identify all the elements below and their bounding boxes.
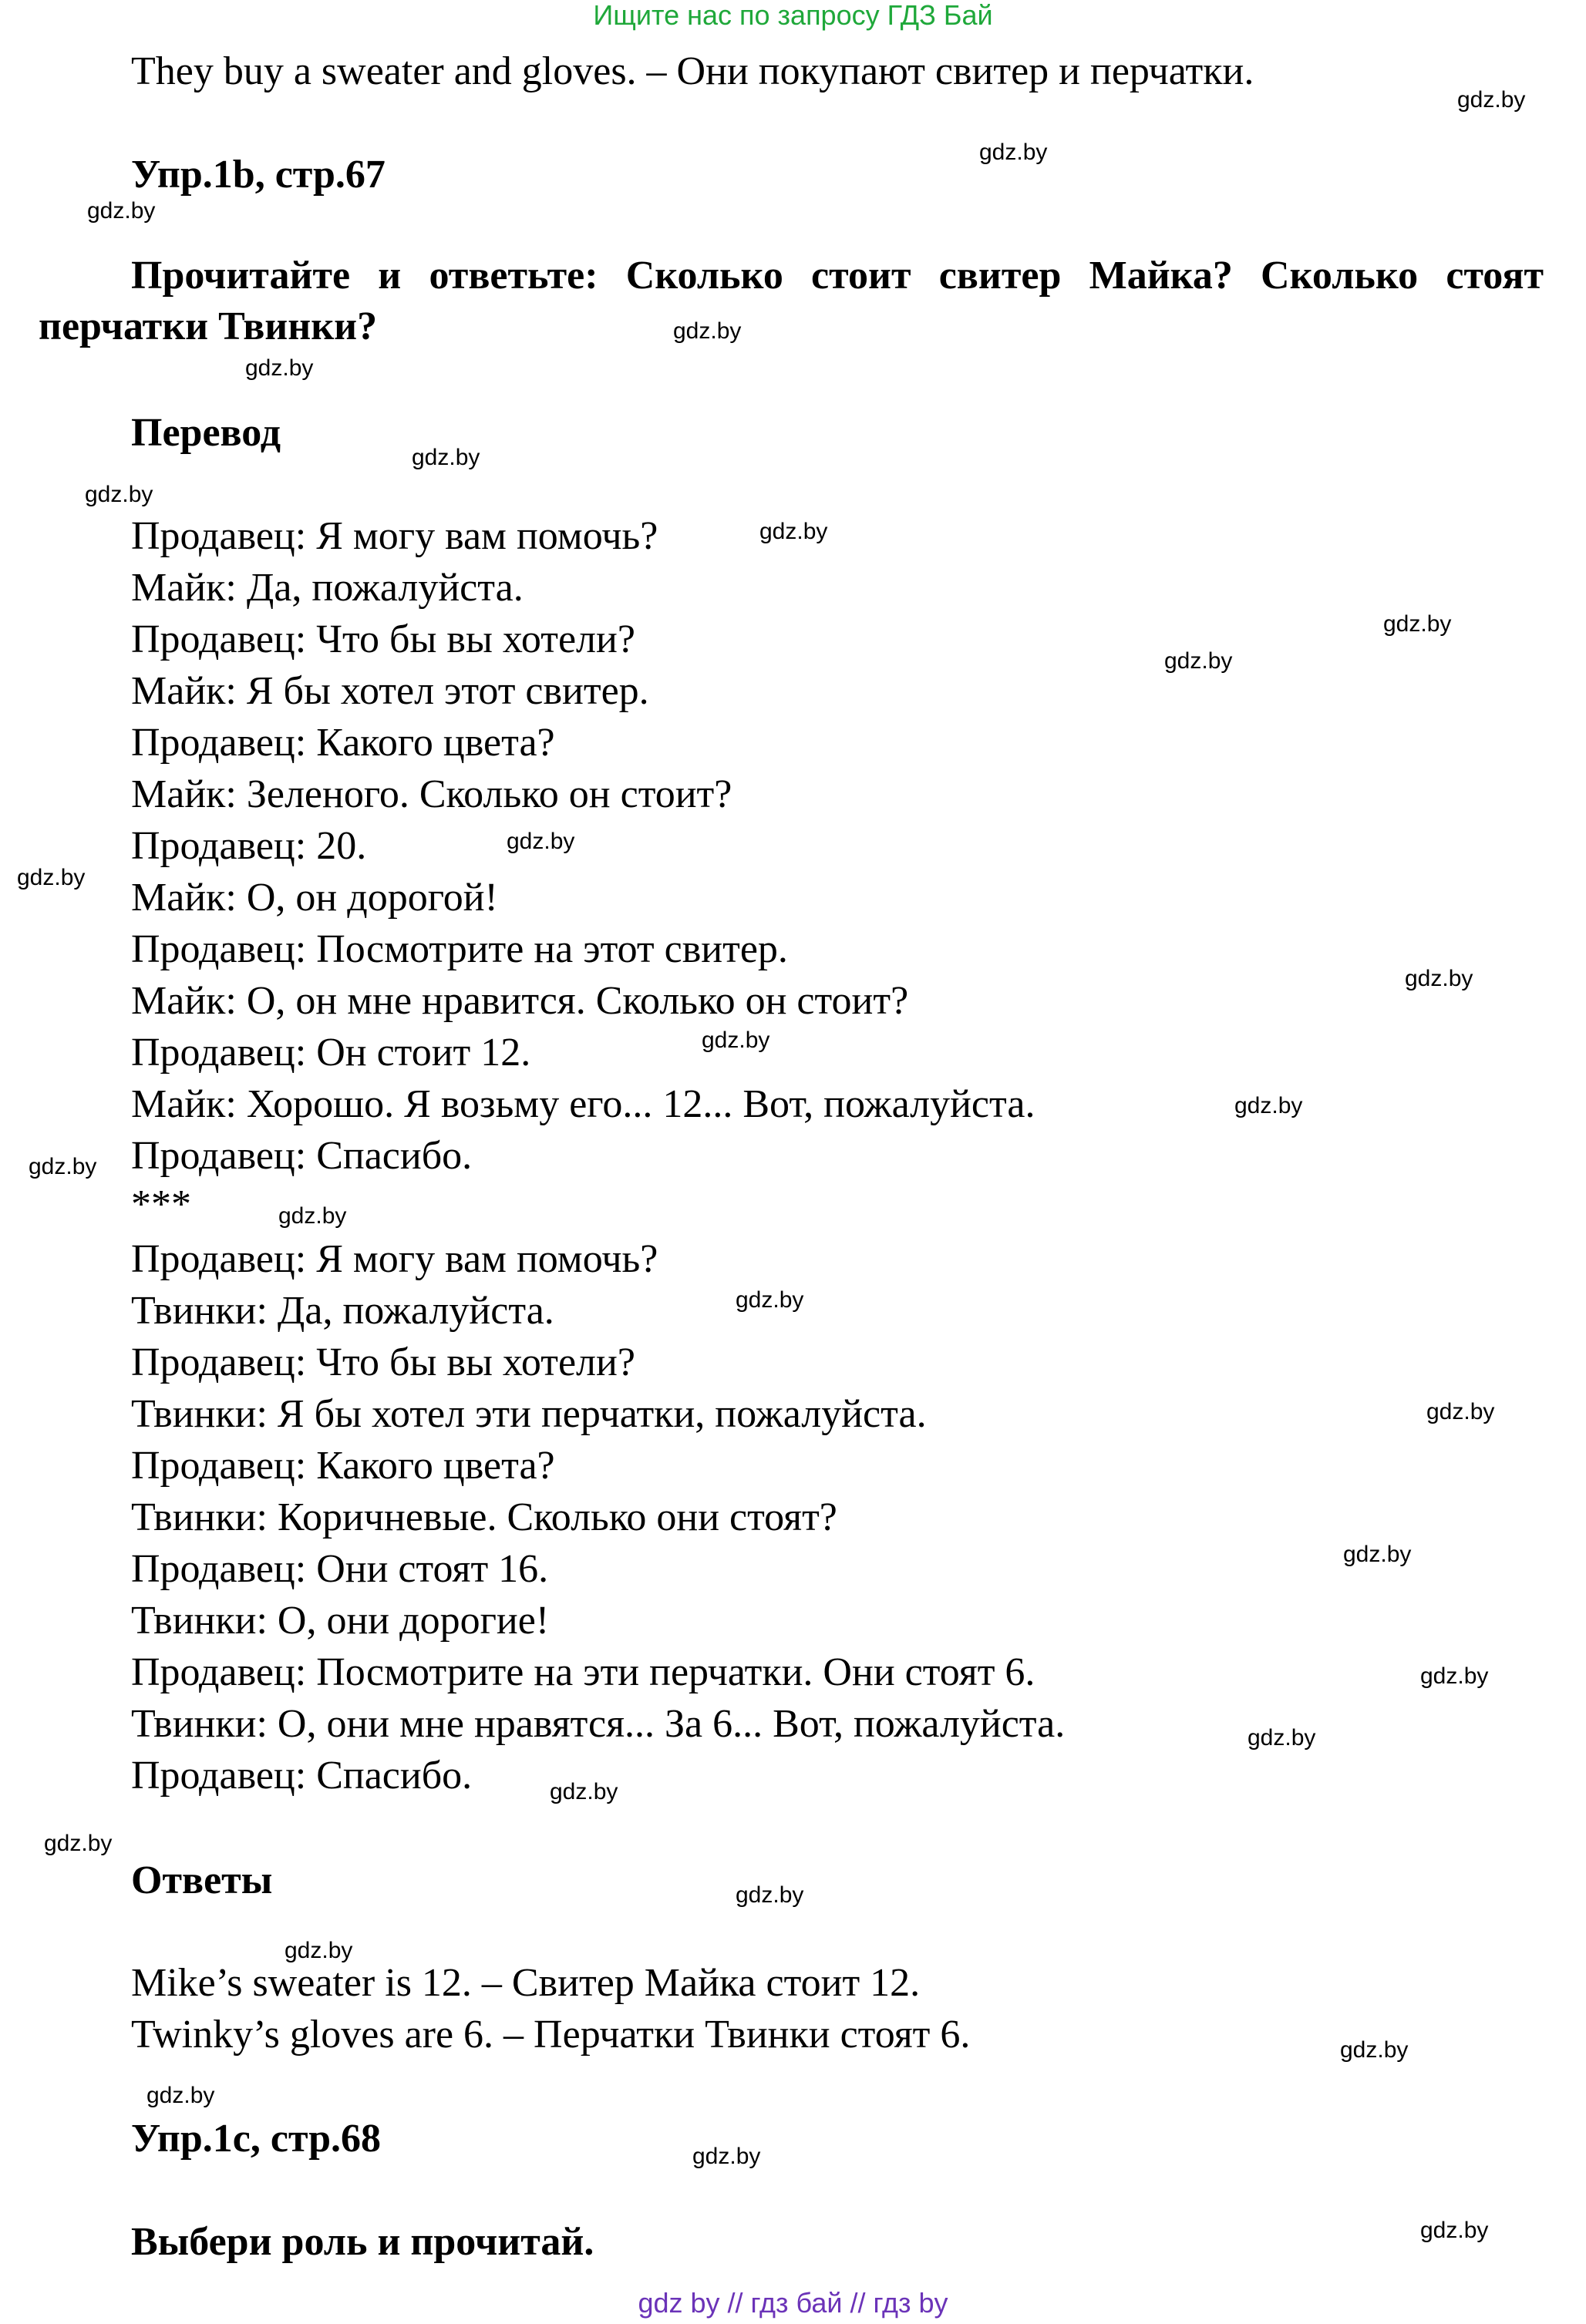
exercise-1b-question: Прочитайте и ответьте: Сколько стоит свитер Майка? Сколько стоят перчатки Твинки? [39,254,1544,348]
dialogue-1-line: Продавец: Я могу вам помочь? [131,514,658,558]
watermark: gdz.by [1383,611,1452,637]
watermark: gdz.by [29,1154,97,1179]
watermark: gdz.by [550,1779,618,1804]
watermark: gdz.by [44,1831,113,1856]
dialogue-1-line: Продавец: Посмотрите на этот свитер. [131,927,788,971]
watermark: gdz.by [673,318,742,344]
watermark: gdz.by [1457,87,1526,113]
intro-line: They buy a sweater and gloves. – Они покупают свитер и перчатки. [131,49,1254,93]
dialogue-2-line: Продавец: Какого цвета? [131,1444,555,1488]
answer-line: Twinky’s gloves are 6. – Перчатки Твинки стоят 6. [131,2013,971,2057]
answer-line: Mike’s sweater is 12. – Свитер Майка стоит 12. [131,1961,921,2005]
watermark: gdz.by [759,519,828,544]
watermark: gdz.by [979,140,1048,165]
dialogue-1-line: Майк: Зеленого. Сколько он стоит? [131,772,732,816]
dialogue-2-line: Продавец: Что бы вы хотели? [131,1340,635,1384]
watermark: gdz.by [245,355,314,381]
exercise-1c-title: Упр.1c, стр.68 [131,2117,382,2161]
watermark: gdz.by [146,2083,215,2108]
answers-heading: Ответы [131,1858,273,1902]
watermark: gdz.by [1164,648,1233,674]
dialogue-1-line: Майк: О, он мне нравится. Сколько он стоит? [131,979,909,1023]
dialogue-2-line: Продавец: Спасибо. [131,1754,473,1798]
watermark: gdz.by [1405,966,1473,991]
dialogue-1-line: Продавец: 20. [131,824,367,868]
dialogue-1-line: Майк: Да, пожалуйста. [131,566,524,610]
dialogue-2-line: Твинки: Да, пожалуйста. [131,1289,554,1333]
watermark: gdz.by [702,1027,770,1053]
dialogue-1-line: Майк: О, он дорогой! [131,876,498,920]
watermark: gdz.by [736,1882,804,1908]
watermark: gdz.by [1426,1399,1495,1424]
watermark: gdz.by [1234,1093,1303,1118]
watermark: gdz.by [285,1938,353,1963]
translation-heading: Перевод [131,411,281,455]
dialogue-1-line: Продавец: Какого цвета? [131,721,555,765]
exercise-1b-title: Упр.1b, стр.67 [131,153,386,197]
dialogue-2-line: Продавец: Я могу вам помочь? [131,1237,658,1281]
watermark: gdz.by [412,445,480,470]
watermark: gdz.by [17,865,86,890]
dialogue-2-line: Твинки: О, они мне нравятся... За 6... Вот, пожалуйста. [131,1702,1066,1746]
watermark: gdz.by [736,1287,804,1313]
dialogue-1-line: Продавец: Спасибо. [131,1134,473,1178]
dialogue-1-line: Продавец: Что бы вы хотели? [131,617,635,661]
dialogue-1-line: Майк: Я бы хотел этот свитер. [131,669,649,713]
dialogue-2-line: Продавец: Они стоят 16. [131,1547,549,1591]
watermark: gdz.by [1343,1542,1412,1567]
dialogue-separator: *** [131,1182,191,1226]
watermark: gdz.by [85,482,153,507]
watermark: gdz.by [1340,2037,1409,2063]
dialogue-1-line: Майк: Хорошо. Я возьму его... 12... Вот, пожалуйста. [131,1082,1035,1126]
watermark: gdz.by [1248,1725,1316,1751]
dialogue-2-line: Твинки: О, они дорогие! [131,1599,550,1643]
dialogue-2-line: Продавец: Посмотрите на эти перчатки. Они стоят 6. [131,1650,1035,1694]
watermark: gdz.by [278,1203,347,1229]
watermark: gdz.by [507,829,575,854]
dialogue-1-line: Продавец: Он стоит 12. [131,1031,531,1075]
watermark: gdz.by [87,198,156,224]
dialogue-2-line: Твинки: Я бы хотел эти перчатки, пожалуйста. [131,1392,927,1436]
exercise-1c-instruction: Выбери роль и прочитай. [131,2220,594,2264]
watermark: gdz.by [1420,1663,1489,1689]
watermark: gdz.by [692,2144,761,2169]
watermark: gdz.by [1420,2218,1489,2243]
dialogue-2-line: Твинки: Коричневые. Сколько они стоят? [131,1495,837,1539]
site-banner: Ищите нас по запросу ГДЗ Бай [593,0,993,31]
footer-banner: gdz by // гдз бай // гдз by [638,2287,948,2319]
